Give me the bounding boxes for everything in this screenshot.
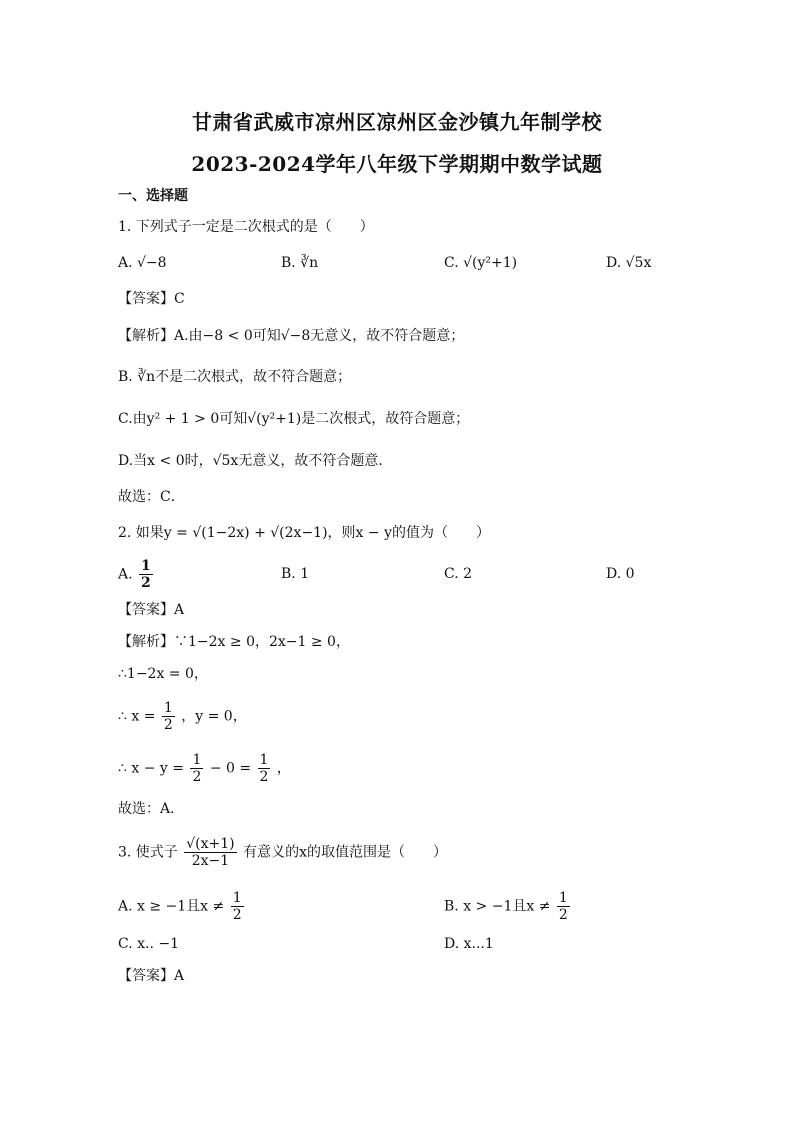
q3-stem-fraction	[184, 836, 236, 869]
q2-exp3-numerator: 1	[163, 700, 173, 716]
q3-stem	[118, 836, 447, 869]
q2-explanation-2: ∴1−2x = 0，	[118, 666, 208, 682]
q2-exp3-suffix: ，y = 0，	[181, 708, 247, 725]
q3-option-b-text: B. x > −1且x ≠	[444, 898, 551, 915]
q3-option-a	[118, 890, 246, 923]
q2-exp4-denominator-1: 2	[192, 769, 202, 785]
q3-option-c: C. x.. −1	[118, 936, 179, 952]
q2-option-c: C. 2	[444, 566, 473, 582]
q2-explanation-1: 【解析】∵1−2x ≥ 0，2x−1 ≥ 0，	[118, 634, 350, 650]
q3-option-b-denominator: 2	[558, 907, 568, 923]
q2-option-a	[118, 558, 155, 591]
q1-option-a: A. √−8	[118, 255, 167, 271]
document-title-line2: 2023-2024学年八年级下学期期中数学试题	[191, 152, 603, 176]
q1-option-b: B. ∛n	[281, 255, 319, 271]
q1-explanation-d: D.当x < 0时，√5x无意义，故不符合题意．	[118, 453, 393, 469]
q2-conclusion: 故选：A．	[118, 801, 185, 817]
q2-option-a-numerator: 1	[141, 558, 151, 574]
q1-answer: 【答案】C	[118, 291, 185, 307]
q1-option-c: C. √(y²+1)	[444, 255, 518, 271]
q2-explanation-4	[118, 752, 291, 785]
q2-exp4-prefix: ∴ x − y =	[118, 760, 184, 777]
q2-exp3-prefix: ∴ x =	[118, 708, 156, 725]
q3-option-a-denominator: 2	[232, 907, 242, 923]
q3-option-b-fraction	[557, 890, 570, 923]
q2-option-a-denominator: 2	[141, 575, 151, 591]
q2-answer: 【答案】A	[118, 602, 185, 618]
q3-option-a-text: A. x ≥ −1且x ≠	[118, 898, 225, 915]
q1-explanation-b: B. ∛n不是二次根式，故不符合题意；	[118, 369, 352, 385]
q2-exp4-middle: − 0 =	[209, 760, 252, 777]
q3-option-a-fraction	[231, 890, 244, 923]
q3-stem-suffix: 有意义的x的取值范围是（ ）	[243, 844, 448, 861]
q3-option-b-numerator: 1	[558, 890, 568, 906]
q2-explanation-3	[118, 700, 247, 733]
q2-exp4-fraction-1	[190, 752, 203, 785]
q3-answer: 【答案】A	[118, 968, 185, 984]
q2-exp4-numerator-2: 1	[259, 752, 269, 768]
q1-stem: 1. 下列式子一定是二次根式的是（ ）	[118, 219, 374, 235]
q3-option-d: D. x...1	[444, 936, 494, 952]
q1-conclusion: 故选：C．	[118, 489, 185, 505]
q3-stem-numerator: √(x+1)	[186, 836, 235, 852]
q2-option-b: B. 1	[281, 566, 310, 582]
q2-exp4-denominator-2: 2	[259, 769, 269, 785]
q2-stem: 2. 如果y = √(1−2x) + √(2x−1)，则x − y的值为（ ）	[118, 525, 490, 541]
q1-option-d: D. √5x	[606, 255, 652, 271]
q3-stem-prefix: 3. 使式子	[118, 844, 178, 861]
q1-explanation-a: 【解析】A.由−8 < 0可知√−8无意义，故不符合题意；	[118, 328, 465, 344]
document-title-line1: 甘肃省武威市凉州区凉州区金沙镇九年制学校	[192, 110, 602, 134]
q2-exp3-denominator: 2	[163, 717, 173, 733]
q3-stem-denominator: 2x−1	[191, 853, 230, 869]
q2-exp3-fraction	[162, 700, 175, 733]
q2-exp4-fraction-2	[258, 752, 271, 785]
q2-option-d: D. 0	[606, 566, 635, 582]
q1-explanation-c: C.由y² + 1 > 0可知√(y²+1)是二次根式，故符合题意；	[118, 411, 470, 427]
q3-option-a-numerator: 1	[232, 890, 242, 906]
q3-option-b	[444, 890, 572, 923]
q2-exp4-suffix: ，	[276, 760, 291, 777]
q2-option-a-fraction	[139, 558, 153, 591]
q2-exp4-numerator-1: 1	[192, 752, 202, 768]
section-heading: 一、选择题	[118, 188, 188, 204]
q2-option-a-label: A.	[118, 566, 133, 583]
